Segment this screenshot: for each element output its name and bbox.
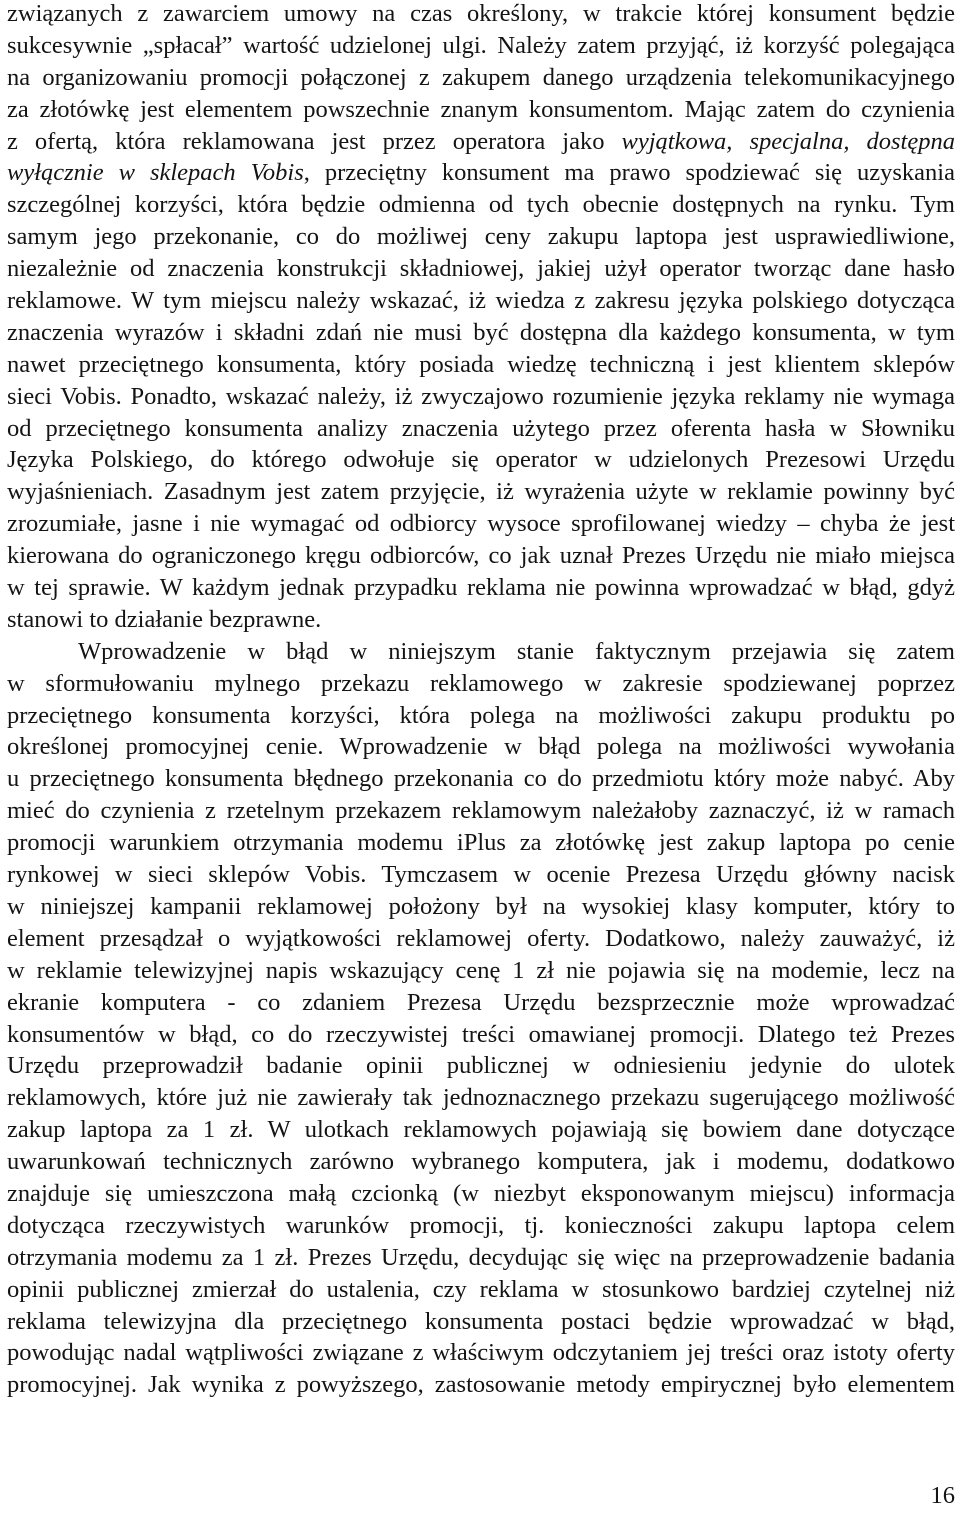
text-line: konsumentów w błąd, co do rzeczywistej treści omawianej promocji. Dlatego też Prezes xyxy=(7,1020,955,1048)
text-line: sukcesywnie „spłacał” wartość udzielonej ulgi. Należy zatem przyjąć, iż korzyść polegająca xyxy=(7,31,955,59)
text-line: w niniejszej kampanii reklamowej położony był na wysokiej klasy komputer, który to xyxy=(7,892,955,920)
text-line: element przesądzał o wyjątkowości reklamowej oferty. Dodatkowo, należy zauważyć, iż xyxy=(7,924,955,952)
text-line: reklama telewizyjna dla przeciętnego konsumenta postaci będzie wprowadzać w błąd, xyxy=(7,1307,955,1335)
text-line: w sformułowaniu mylnego przekazu reklamowego w zakresie spodziewanej poprzez xyxy=(7,669,955,697)
text-line: w tej sprawie. W każdym jednak przypadku reklama nie powinna wprowadzać w błąd, gdyż xyxy=(7,574,955,602)
text-line: samym jego przekonanie, co do możliwej ceny zakupu laptopa jest usprawiedliwione, xyxy=(7,223,955,251)
text-line: reklamowe. W tym miejscu należy wskazać, iż wiedza z zakresu języka polskiego dotycząca xyxy=(7,287,955,315)
text-line: Wprowadzenie w błąd w niniejszym stanie faktycznym przejawia się zatem xyxy=(78,637,955,665)
text-line: określonej promocyjnej cenie. Wprowadzenie w błąd polega na możliwości wywołania xyxy=(7,733,955,761)
text-line: przeciętnego konsumenta korzyści, która polega na możliwości zakupu produktu po xyxy=(7,701,955,729)
emphasized-text: wyłącznie w sklepach Vobis xyxy=(7,159,304,187)
text-line xyxy=(7,157,955,189)
text-line: dotycząca rzeczywistych warunków promocji, tj. konieczności zakupu laptopa celem xyxy=(7,1211,955,1239)
text-line: znaczenia wyrazów i składni zdań nie musi być dostępna dla każdego konsumenta, w tym xyxy=(7,318,955,346)
paragraph xyxy=(7,636,955,1401)
text-line: u przeciętnego konsumenta błędnego przekonania co do przedmiotu który może nabyć. Aby xyxy=(7,765,955,793)
body-text xyxy=(7,0,955,1401)
text-line: zakup laptopa za 1 zł. W ulotkach reklamowych pojawiają się bowiem dane dotyczące xyxy=(7,1116,955,1144)
text-line: uwarunkowań technicznych zarówno wybranego komputera, jak i modemu, dodatkowo xyxy=(7,1148,955,1176)
text-line: stanowi to działanie bezprawne. xyxy=(7,605,322,633)
text-line: niezależnie od znaczenia konstrukcji składniowej, jakiej użył operator tworząc dane hasło xyxy=(7,255,955,283)
text-line: rynkowej w sieci sklepów Vobis. Tymczasem w ocenie Prezesa Urzędu główny nacisk xyxy=(7,861,955,889)
text-line: Urzędu przeprowadził badanie opinii publicznej w odniesieniu jedynie do ulotek xyxy=(7,1052,955,1080)
text-line: mieć do czynienia z rzetelnym przekazem reklamowym należałoby zaznaczyć, iż w ramach xyxy=(7,797,955,825)
text-line: związanych z zawarciem umowy na czas określony, w trakcie której konsument będzie xyxy=(7,0,955,27)
text-line: promocyjnej. Jak wynika z powyższego, zastosowanie metody empirycznej było elementem xyxy=(7,1371,955,1399)
text-line: nawet przeciętnego konsumenta, który posiada wiedzę techniczną i jest klientem sklepów xyxy=(7,350,955,378)
text-line: opinii publicznej zmierzał do ustalenia, czy reklama w stosunkowo bardziej czytelnej niż xyxy=(7,1275,955,1303)
text-run: , przeciętny konsument ma prawo spodziewać się uzyskania xyxy=(303,159,955,187)
text-line: reklamowych, które już nie zawierały tak jednoznacznego przekazu sugerującego możliwość xyxy=(7,1084,955,1112)
text-line: ekranie komputera - co zdaniem Prezesa Urzędu bezsprzecznie może wprowadzać xyxy=(7,988,955,1016)
text-line: otrzymania modemu za 1 zł. Prezes Urzędu, decydując się więc na przeprowadzenie badania xyxy=(7,1243,955,1271)
text-line: znajduje się umieszczona małą czcionką (w niezbyt eksponowanym miejscu) informacja xyxy=(7,1179,955,1207)
paragraph xyxy=(7,0,955,636)
text-line: sieci Vobis. Ponadto, wskazać należy, iż zwyczajowo rozumienie języka reklamy nie wymaga xyxy=(7,382,955,410)
text-line: Języka Polskiego, do którego odwołuje się operator w udzielonych Prezesowi Urzędu xyxy=(7,446,955,474)
page-number: 16 xyxy=(930,1482,955,1509)
text-run: z ofertą, która reklamowana jest przez operatora jako xyxy=(7,127,622,155)
text-line: na organizowaniu promocji połączonej z zakupem danego urządzenia telekomunikacyjnego xyxy=(7,63,955,91)
text-line: zrozumiałe, jasne i nie wymagać od odbiorcy wysoce sprofilowanej wiedzy – chyba że jest xyxy=(7,510,955,538)
text-line xyxy=(7,126,955,158)
emphasized-text: wyjątkowa, specjalna, dostępna xyxy=(621,127,955,155)
text-line: kierowana do ograniczonego kręgu odbiorców, co jak uznał Prezes Urzędu nie miało miejsca xyxy=(7,542,955,570)
text-line: za złotówkę jest elementem powszechnie znanym konsumentom. Mając zatem do czynienia xyxy=(7,95,955,123)
text-line: w reklamie telewizyjnej napis wskazujący cenę 1 zł nie pojawia się na modemie, lecz na xyxy=(7,956,955,984)
text-line: wyjaśnieniach. Zasadnym jest zatem przyjęcie, iż wyrażenia użyte w reklamie powinny być xyxy=(7,478,955,506)
text-line: promocji warunkiem otrzymania modemu iPlus za złotówkę jest zakup laptopa po cenie xyxy=(7,829,955,857)
text-line: powodując nadal wątpliwości związane z właściwym odczytaniem jej treści oraz istoty oferty xyxy=(7,1339,955,1367)
text-line: szczególnej korzyści, która będzie odmienna od tych obecnie dostępnych na rynku. Tym xyxy=(7,191,955,219)
text-line: od przeciętnego konsumenta analizy znaczenia użytego przez oferenta hasła w Słowniku xyxy=(7,414,955,442)
